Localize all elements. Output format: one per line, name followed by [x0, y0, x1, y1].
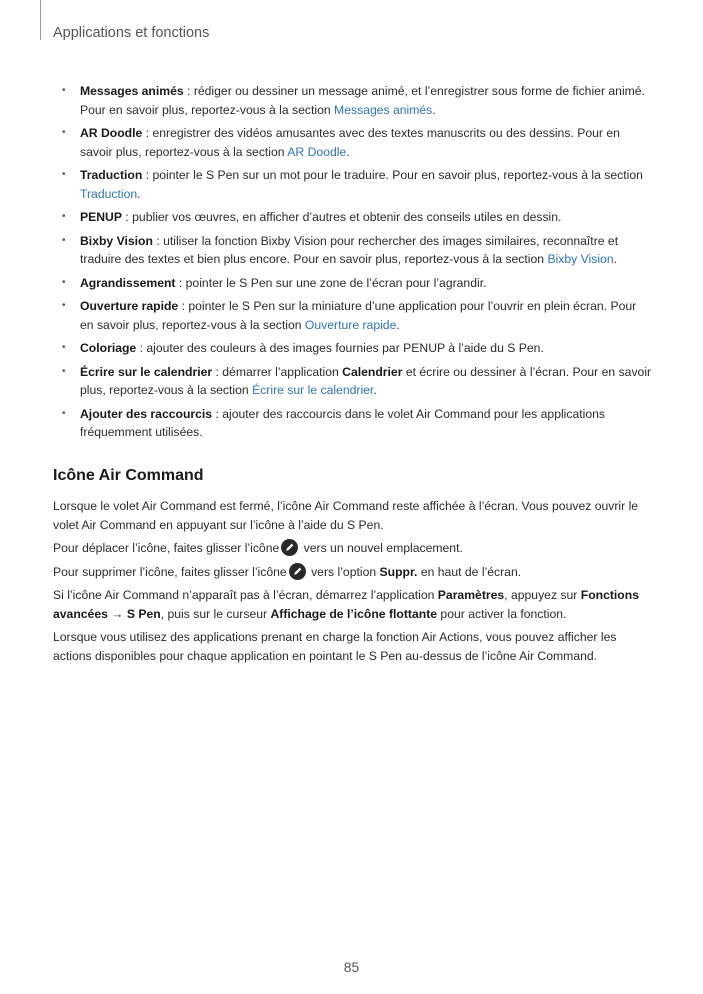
section-link[interactable]: AR Doodle	[287, 144, 347, 159]
term: AR Doodle	[80, 126, 143, 140]
section-link[interactable]: Écrire sur le calendrier	[252, 383, 374, 397]
paragraph: Pour supprimer l’icône, faites glisser l’icône vers l’option Suppr. en haut de l’écran.	[53, 564, 522, 579]
list-item: • PENUP : publier vos œuvres, en afficher d’autres et obtenir des conseils utiles en dessin.	[62, 208, 652, 227]
list-item: • Agrandissement : pointer le S Pen sur une zone de l’écran pour l’agrandir.	[62, 274, 652, 293]
list-item: • Traduction : pointer le S Pen sur un mot pour le traduire. Pour en savoir plus, reportez-vous à la section Traduction.	[62, 168, 643, 201]
page-header: Applications et fonctions	[53, 25, 210, 41]
term: Traduction	[80, 168, 143, 182]
paragraph: Pour déplacer l’icône, faites glisser l’icône vers un nouvel emplacement.	[53, 541, 463, 555]
air-command-pen-icon	[281, 539, 298, 556]
section-link[interactable]: Bixby Vision	[547, 252, 614, 266]
section-heading: Icône Air Command	[53, 467, 204, 484]
page-number: 85	[343, 959, 360, 975]
feature-list	[62, 82, 652, 447]
list-item: • Ouverture rapide : pointer le S Pen sur la miniature d’une application pour l’ouvrir en plein écran. Pour en savoir plus, reportez-vous à la section Ouverture rapide.	[62, 299, 637, 332]
app-name: Paramètres	[437, 588, 505, 602]
bullet-icon: •	[62, 234, 66, 246]
list-item: • AR Doodle : enregistrer des vidéos amusantes avec des textes manuscrits ou des dessins. Pour en savoir plus, reportez-vous à la section AR Doodle.	[62, 126, 620, 159]
paragraph: Lorsque vous utilisez des applications prenant en charge la fonction Air Actions, vous pouvez afficher les actions disponibles pour chaque application en pointant le S Pen au-dessus de l’icône Air Command.	[53, 630, 617, 663]
list-item: • Ajouter des raccourcis : ajouter des raccourcis dans le volet Air Command pour les applications fréquemment utilisées.	[62, 406, 605, 439]
app-name: Calendrier	[342, 364, 403, 379]
bullet-icon: •	[62, 169, 66, 180]
bullet-icon: •	[62, 85, 66, 96]
term: Agrandissement	[80, 275, 176, 290]
option-name: Suppr.	[379, 564, 418, 579]
list-item: • Coloriage : ajouter des couleurs à des images fournies par PENUP à l’aide du S Pen.	[62, 339, 652, 358]
term: Messages animés	[80, 84, 184, 98]
bullet-icon: •	[62, 300, 66, 311]
bullet-icon: •	[62, 127, 66, 138]
bullet-icon: •	[62, 365, 66, 377]
bullet-icon: •	[62, 276, 66, 288]
bullet-icon: •	[62, 342, 66, 353]
list-item: • Messages animés : rédiger ou dessiner un message animé, et l’enregistrer sous forme de fichier animé. Pour en savoir plus, reportez-vous à la section Messages animés.	[62, 84, 645, 117]
term: Bixby Vision	[80, 233, 153, 248]
bullet-icon: •	[62, 407, 66, 419]
setting-name: Affichage de l’icône flottante	[270, 606, 438, 621]
paragraph: Lorsque le volet Air Command est fermé, l’icône Air Command reste affichée à l’écran. Vous pouvez ouvrir le volet Air Command en appuyant sur l’icône à l’aide du S Pen.	[53, 499, 639, 532]
header-divider	[40, 0, 41, 40]
section-link[interactable]: Messages animés	[334, 102, 433, 117]
section-link[interactable]: Traduction	[80, 186, 138, 201]
term: PENUP	[80, 210, 122, 224]
term: Coloriage	[80, 341, 137, 355]
paragraph: Si l’icône Air Command n’apparaît pas à l’écran, démarrez l’application Paramètres, appuyez sur Fonctions avancées → S Pen, puis sur le curseur Affichage de l’icône flottante pour activer la fonction.	[53, 588, 639, 621]
section-link[interactable]: Ouverture rapide	[304, 317, 397, 332]
term: Écrire sur le calendrier	[80, 364, 213, 379]
air-command-pen-icon	[289, 563, 306, 580]
section-body	[53, 497, 653, 670]
menu-path: Fonctions avancées → S Pen	[53, 588, 639, 621]
list-item: • Bixby Vision : utiliser la fonction Bixby Vision pour rechercher des images similaires, reconnaître et traduire des textes et bien plus encore. Pour en savoir plus, reportez-vous à la section Bixby Vision.	[62, 233, 619, 266]
term: Ajouter des raccourcis	[80, 406, 213, 421]
list-item: • Écrire sur le calendrier : démarrer l’application Calendrier et écrire ou dessiner à l’écran. Pour en savoir plus, reportez-vous à la section Écrire sur le calendrier.	[62, 364, 652, 397]
term: Ouverture rapide	[80, 299, 179, 313]
bullet-icon: •	[62, 211, 66, 222]
